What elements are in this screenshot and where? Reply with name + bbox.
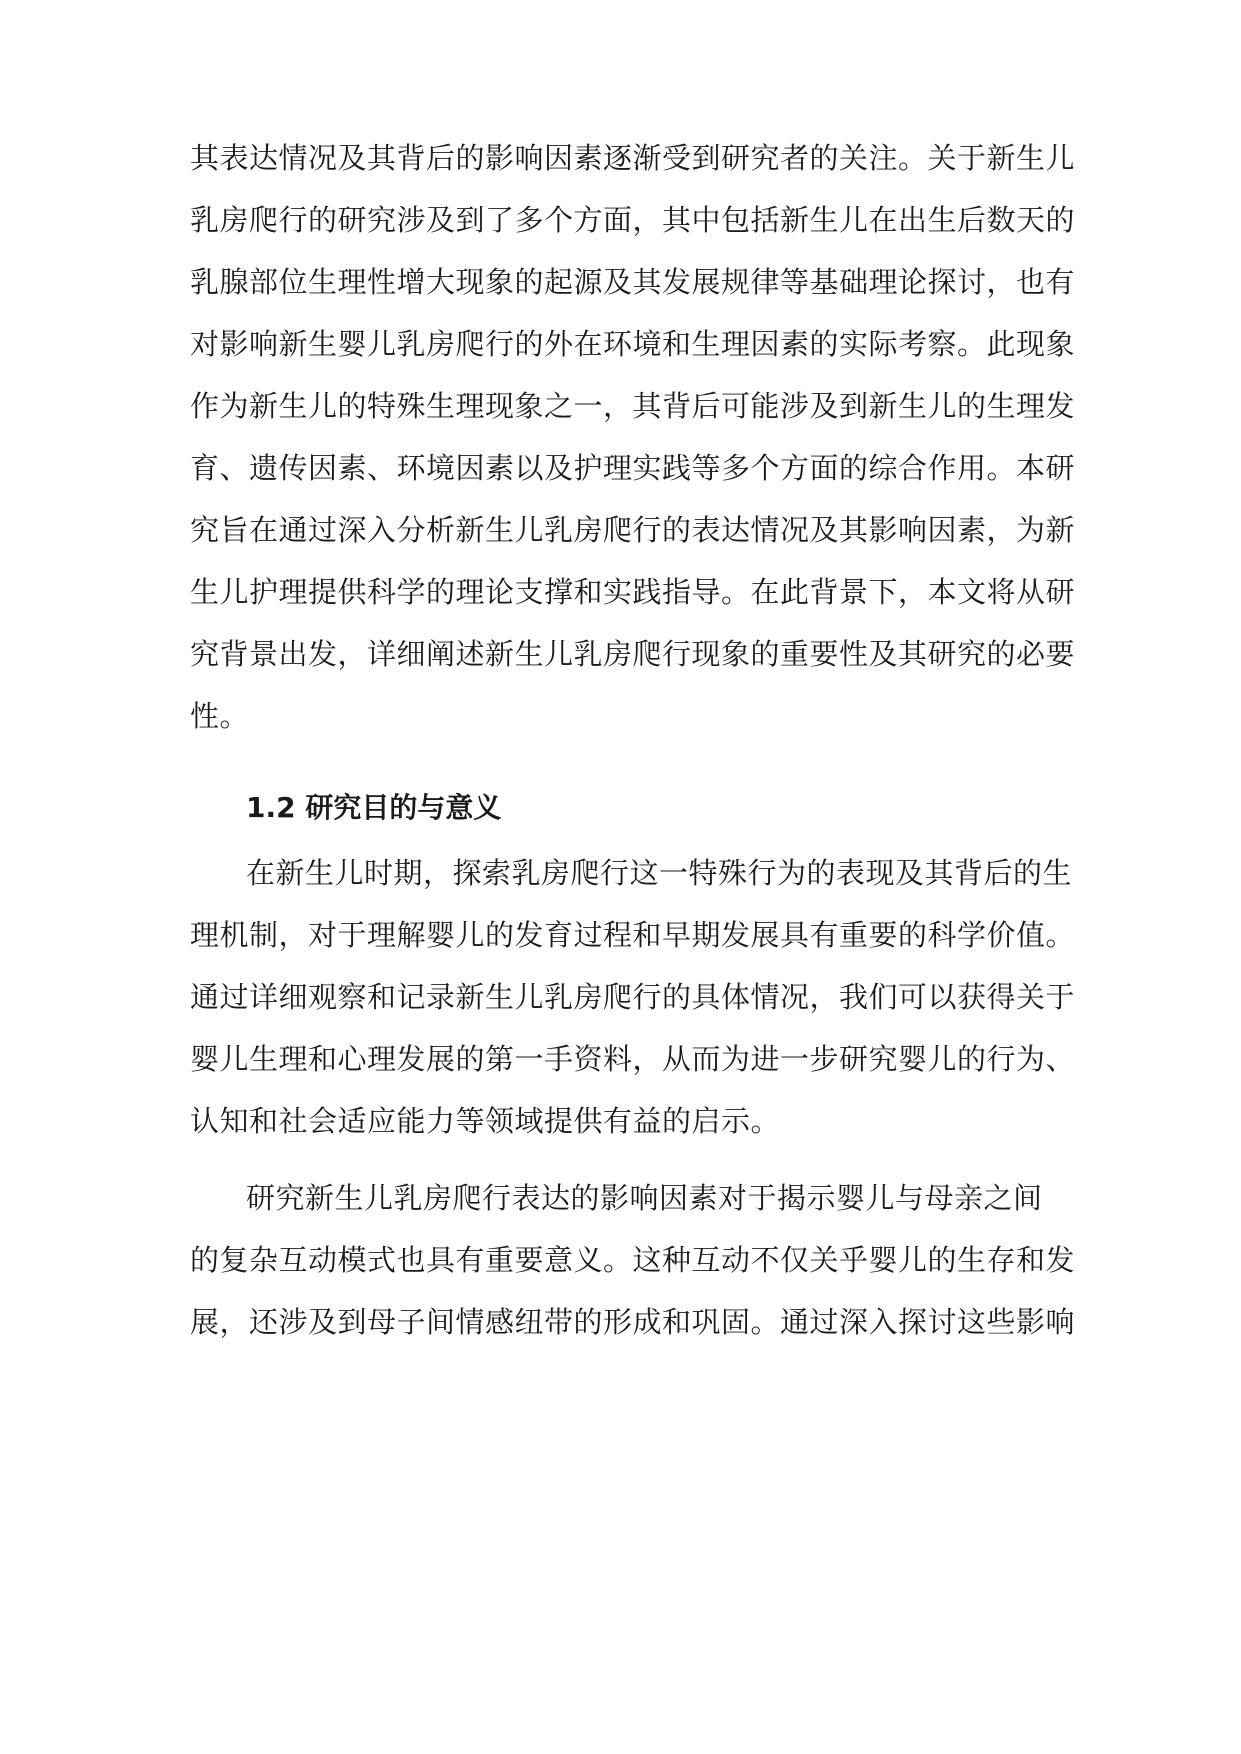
text-line: 生儿护理提供科学的理论支撑和实践指导。在此背景下，本文将从研 <box>190 575 1076 609</box>
text-line: 通过详细观察和记录新生儿乳房爬行的具体情况，我们可以获得关于 <box>190 980 1076 1014</box>
text-line: 展，还涉及到母子间情感纽带的形成和巩固。通过深入探讨这些影响 <box>190 1305 1076 1339</box>
text-line: 究旨在通过深入分析新生儿乳房爬行的表达情况及其影响因素，为新 <box>190 513 1076 547</box>
text-line: 究背景出发，详细阐述新生儿乳房爬行现象的重要性及其研究的必要 <box>190 637 1076 671</box>
text-line: 育、遗传因素、环境因素以及护理实践等多个方面的综合作用。本研 <box>190 451 1076 485</box>
text-line: 性。 <box>190 699 250 733</box>
text-line: 研究新生儿乳房爬行表达的影响因素对于揭示婴儿与母亲之间 <box>246 1181 1043 1215</box>
text-line: 理机制，对于理解婴儿的发育过程和早期发展具有重要的科学价值。 <box>190 918 1076 952</box>
text-line: 在新生儿时期，探索乳房爬行这一特殊行为的表现及其背后的生 <box>246 856 1073 890</box>
section-heading: 1.2 研究目的与意义 <box>246 791 502 824</box>
text-line: 的复杂互动模式也具有重要意义。这种互动不仅关乎婴儿的生存和发 <box>190 1243 1076 1277</box>
text-line: 对影响新生婴儿乳房爬行的外在环境和生理因素的实际考察。此现象 <box>190 327 1076 361</box>
text-line: 乳房爬行的研究涉及到了多个方面，其中包括新生儿在出生后数天的 <box>190 203 1076 237</box>
text-line: 认知和社会适应能力等领域提供有益的启示。 <box>190 1104 781 1138</box>
text-line: 其表达情况及其背后的影响因素逐渐受到研究者的关注。关于新生儿 <box>190 141 1076 175</box>
text-line: 作为新生儿的特殊生理现象之一，其背后可能涉及到新生儿的生理发 <box>190 389 1076 423</box>
text-line: 乳腺部位生理性增大现象的起源及其发展规律等基础理论探讨，也有 <box>190 265 1076 299</box>
text-line: 婴儿生理和心理发展的第一手资料，从而为进一步研究婴儿的行为、 <box>190 1042 1076 1076</box>
